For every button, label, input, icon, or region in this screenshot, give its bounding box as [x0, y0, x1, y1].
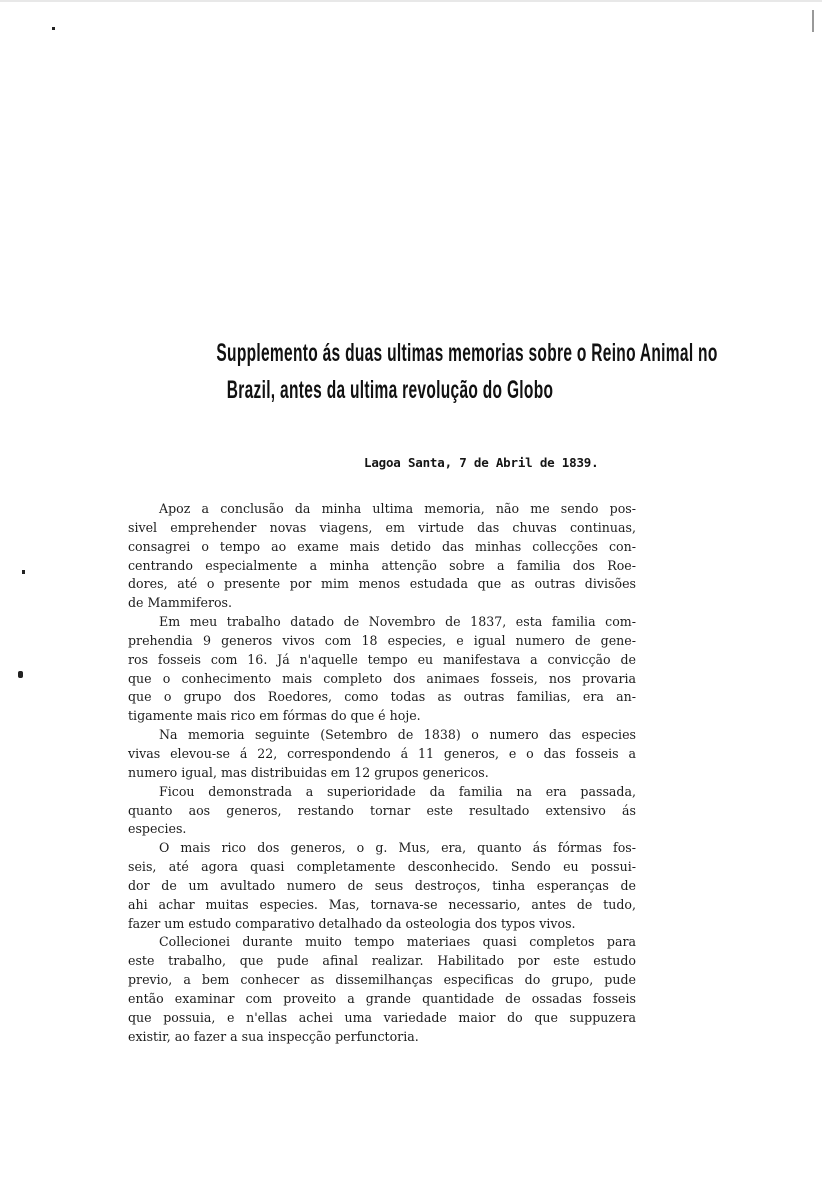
- text-line: O mais rico dos generos, o g. Mus, era, quanto ás fórmas fos-: [159, 840, 636, 856]
- text-line: este trabalho, que pude afinal realizar. Habilitado por este estudo: [128, 953, 636, 969]
- scan-speck: [52, 27, 55, 30]
- text-line: que possuia, e n'ellas achei uma variedade maior do que suppuzera: [128, 1009, 636, 1025]
- text-line: fazer um estudo comparativo detalhado da osteologia dos typos vivos.: [128, 915, 576, 931]
- text-line: que o grupo dos Roedores, como todas as outras familias, era an-: [128, 689, 636, 705]
- text-line: numero igual, mas distribuidas em 12 grupos genericos.: [128, 764, 489, 780]
- text-line: vivas elevou-se á 22, correspondendo á 11 generos, e o das fosseis a: [128, 745, 636, 761]
- text-line: dor de um avultado numero de seus destroços, tinha esperanças de: [128, 877, 636, 893]
- text-line: especies.: [128, 821, 187, 837]
- text-line: Apoz a conclusão da minha ultima memoria, não me sendo pos-: [159, 501, 636, 516]
- text-line: ros fosseis com 16. Já n'aquelle tempo eu manifestava a convicção de: [128, 651, 636, 667]
- scan-speck: [22, 570, 25, 574]
- text-line: dores, até o presente por mim menos estudada que as outras divisões: [128, 576, 636, 592]
- text-line: ahi achar muitas especies. Mas, tornava-se necessario, antes de tudo,: [128, 896, 636, 912]
- text-line: então examinar com proveito a grande quantidade de ossadas fosseis: [128, 990, 636, 1006]
- scan-speck: [18, 671, 23, 678]
- text-line: prehendia 9 generos vivos com 18 especies, e igual numero de gene-: [128, 632, 636, 648]
- text-line: existir, ao fazer a sua inspecção perfunctoria.: [128, 1028, 419, 1044]
- text-line: centrando especialmente a minha attenção sobre a familia dos Roe-: [128, 557, 636, 573]
- text-line: tigamente mais rico em fórmas do que é hoje.: [128, 708, 421, 724]
- text-line: Em meu trabalho datado de Novembro de 1837, esta familia com-: [159, 614, 636, 630]
- text-line: Ficou demonstrada a superioridade da familia na era passada,: [159, 783, 636, 799]
- text-line: previo, a bem conhecer as dissemilhanças especificas do grupo, pude: [128, 972, 636, 988]
- title-line-2: Brazil, antes da ultima revolução do Globo: [226, 376, 554, 404]
- text-line: que o conhecimento mais completo dos animaes fosseis, nos provaria: [128, 670, 636, 686]
- text-line: Na memoria seguinte (Setembro de 1838) o numero das especies: [159, 727, 636, 743]
- text-line: Collecionei durante muito tempo materiaes quasi completos para: [159, 934, 636, 950]
- text-line: sivel emprehender novas viagens, em virtude das chuvas continuas,: [128, 519, 636, 535]
- body-text: [128, 500, 636, 1046]
- dateline: Lagoa Santa, 7 de Abril de 1839.: [364, 455, 599, 470]
- text-line: quanto aos generos, restando tornar este resultado extensivo ás: [128, 802, 636, 818]
- scan-edge-mark: [812, 10, 814, 32]
- text-line: consagrei o tempo ao exame mais detido das minhas collecções con-: [128, 538, 636, 554]
- title-line-1: Supplemento ás duas ultimas memorias sobre o Reino Animal no: [216, 339, 718, 367]
- document-title: [216, 335, 718, 409]
- text-line: seis, até agora quasi completamente desconhecido. Sendo eu possui-: [128, 859, 636, 875]
- text-line: de Mammiferos.: [128, 595, 233, 611]
- scan-top-edge: [0, 0, 822, 2]
